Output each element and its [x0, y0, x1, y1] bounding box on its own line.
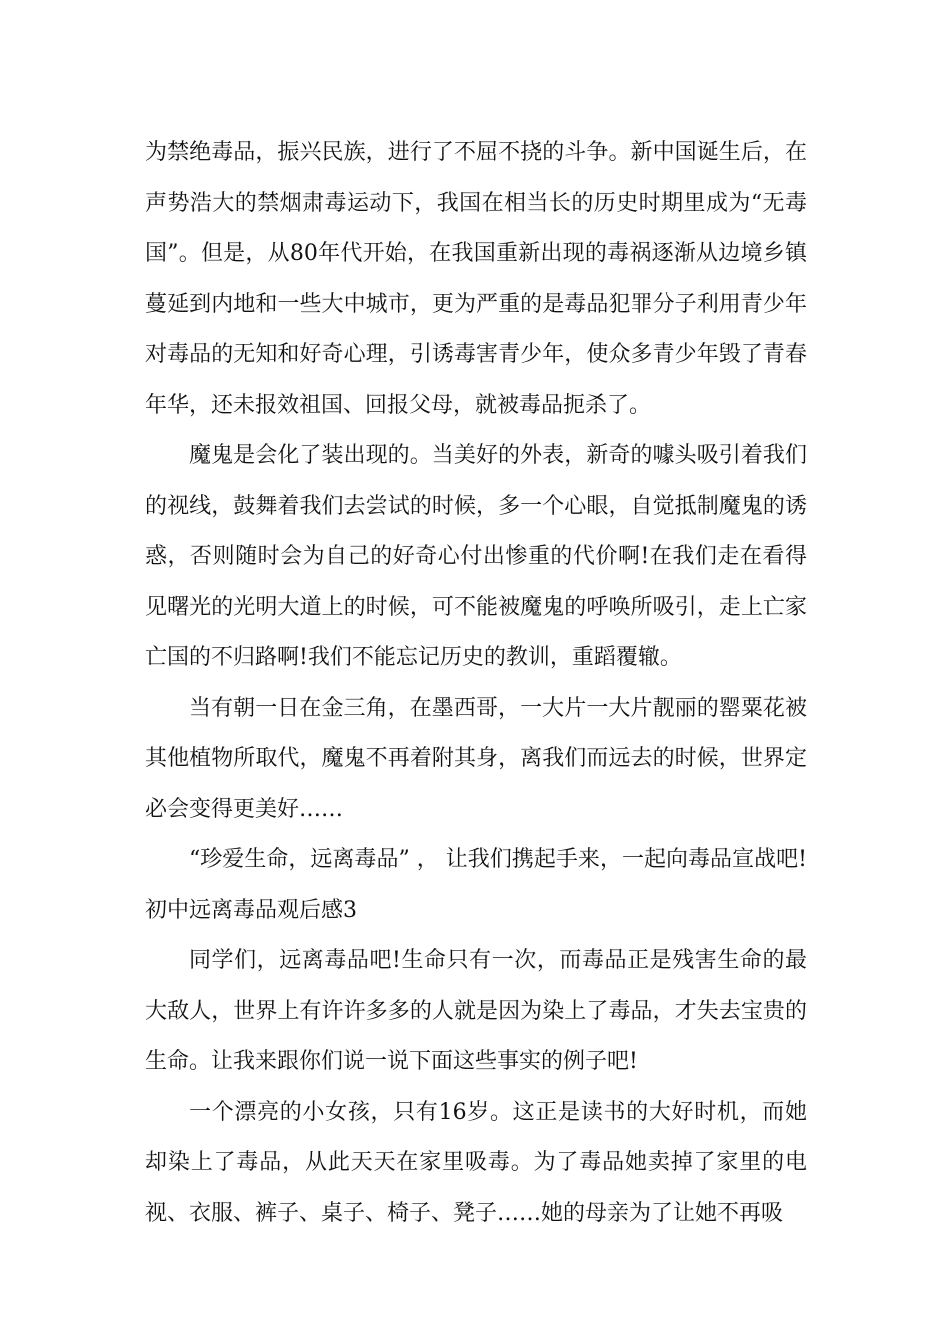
document-body: [145, 128, 807, 1239]
paragraph-3: 当有朝一日在金三角，在墨西哥，一大片一大片靓丽的罂粟花被其他植物所取代，魔鬼不再着附其身，离我们而远去的时候，世界定必会变得更美好……: [145, 695, 807, 822]
paragraph-1: 为禁绝毒品，振兴民族，进行了不屈不挠的斗争。新中国诞生后，在声势浩大的禁烟肃毒运动下，我国在相当长的历史时期里成为“无毒国”。但是，从80年代开始，在我国重新出现的毒祸逐渐从边境乡镇蔓延到内地和一些大中城市，更为严重的是毒品犯罪分子利用青少年对毒品的无知和好奇心理，引诱毒害青少年，使众多青少年毁了青春年华，还未报效祖国、回报父母，就被毒品扼杀了。: [145, 140, 807, 418]
paragraph-6: 一个漂亮的小女孩，只有16岁。这正是读书的大好时机，而她却染上了毒品，从此天天在家里吸毒。为了毒品她卖掉了家里的电视、衣服、裤子、桌子、椅子、凳子……她的母亲为了让她不再吸: [145, 1099, 807, 1226]
paragraph-5: 同学们，远离毒品吧!生命只有一次，而毒品正是残害生命的最大敌人，世界上有许许多多的人就是因为染上了毒品，才失去宝贵的生命。让我来跟你们说一说下面这些事实的例子吧!: [145, 948, 807, 1074]
paragraph-2: 魔鬼是会化了装出现的。当美好的外表，新奇的噱头吸引着我们的视线，鼓舞着我们去尝试的时候，多一个心眼，自觉抵制魔鬼的诱惑，否则随时会为自己的好奇心付出惨重的代价啊!在我们走在看得见曙光的光明大道上的时候，可不能被魔鬼的呼唤所吸引，走上亡家亡国的不归路啊!我们不能忘记历史的教训，重蹈覆辙。: [145, 443, 807, 670]
paragraph-4: “珍爱生命，远离毒品” ， 让我们携起手来，一起向毒品宣战吧!初中远离毒品观后感3: [145, 847, 807, 923]
